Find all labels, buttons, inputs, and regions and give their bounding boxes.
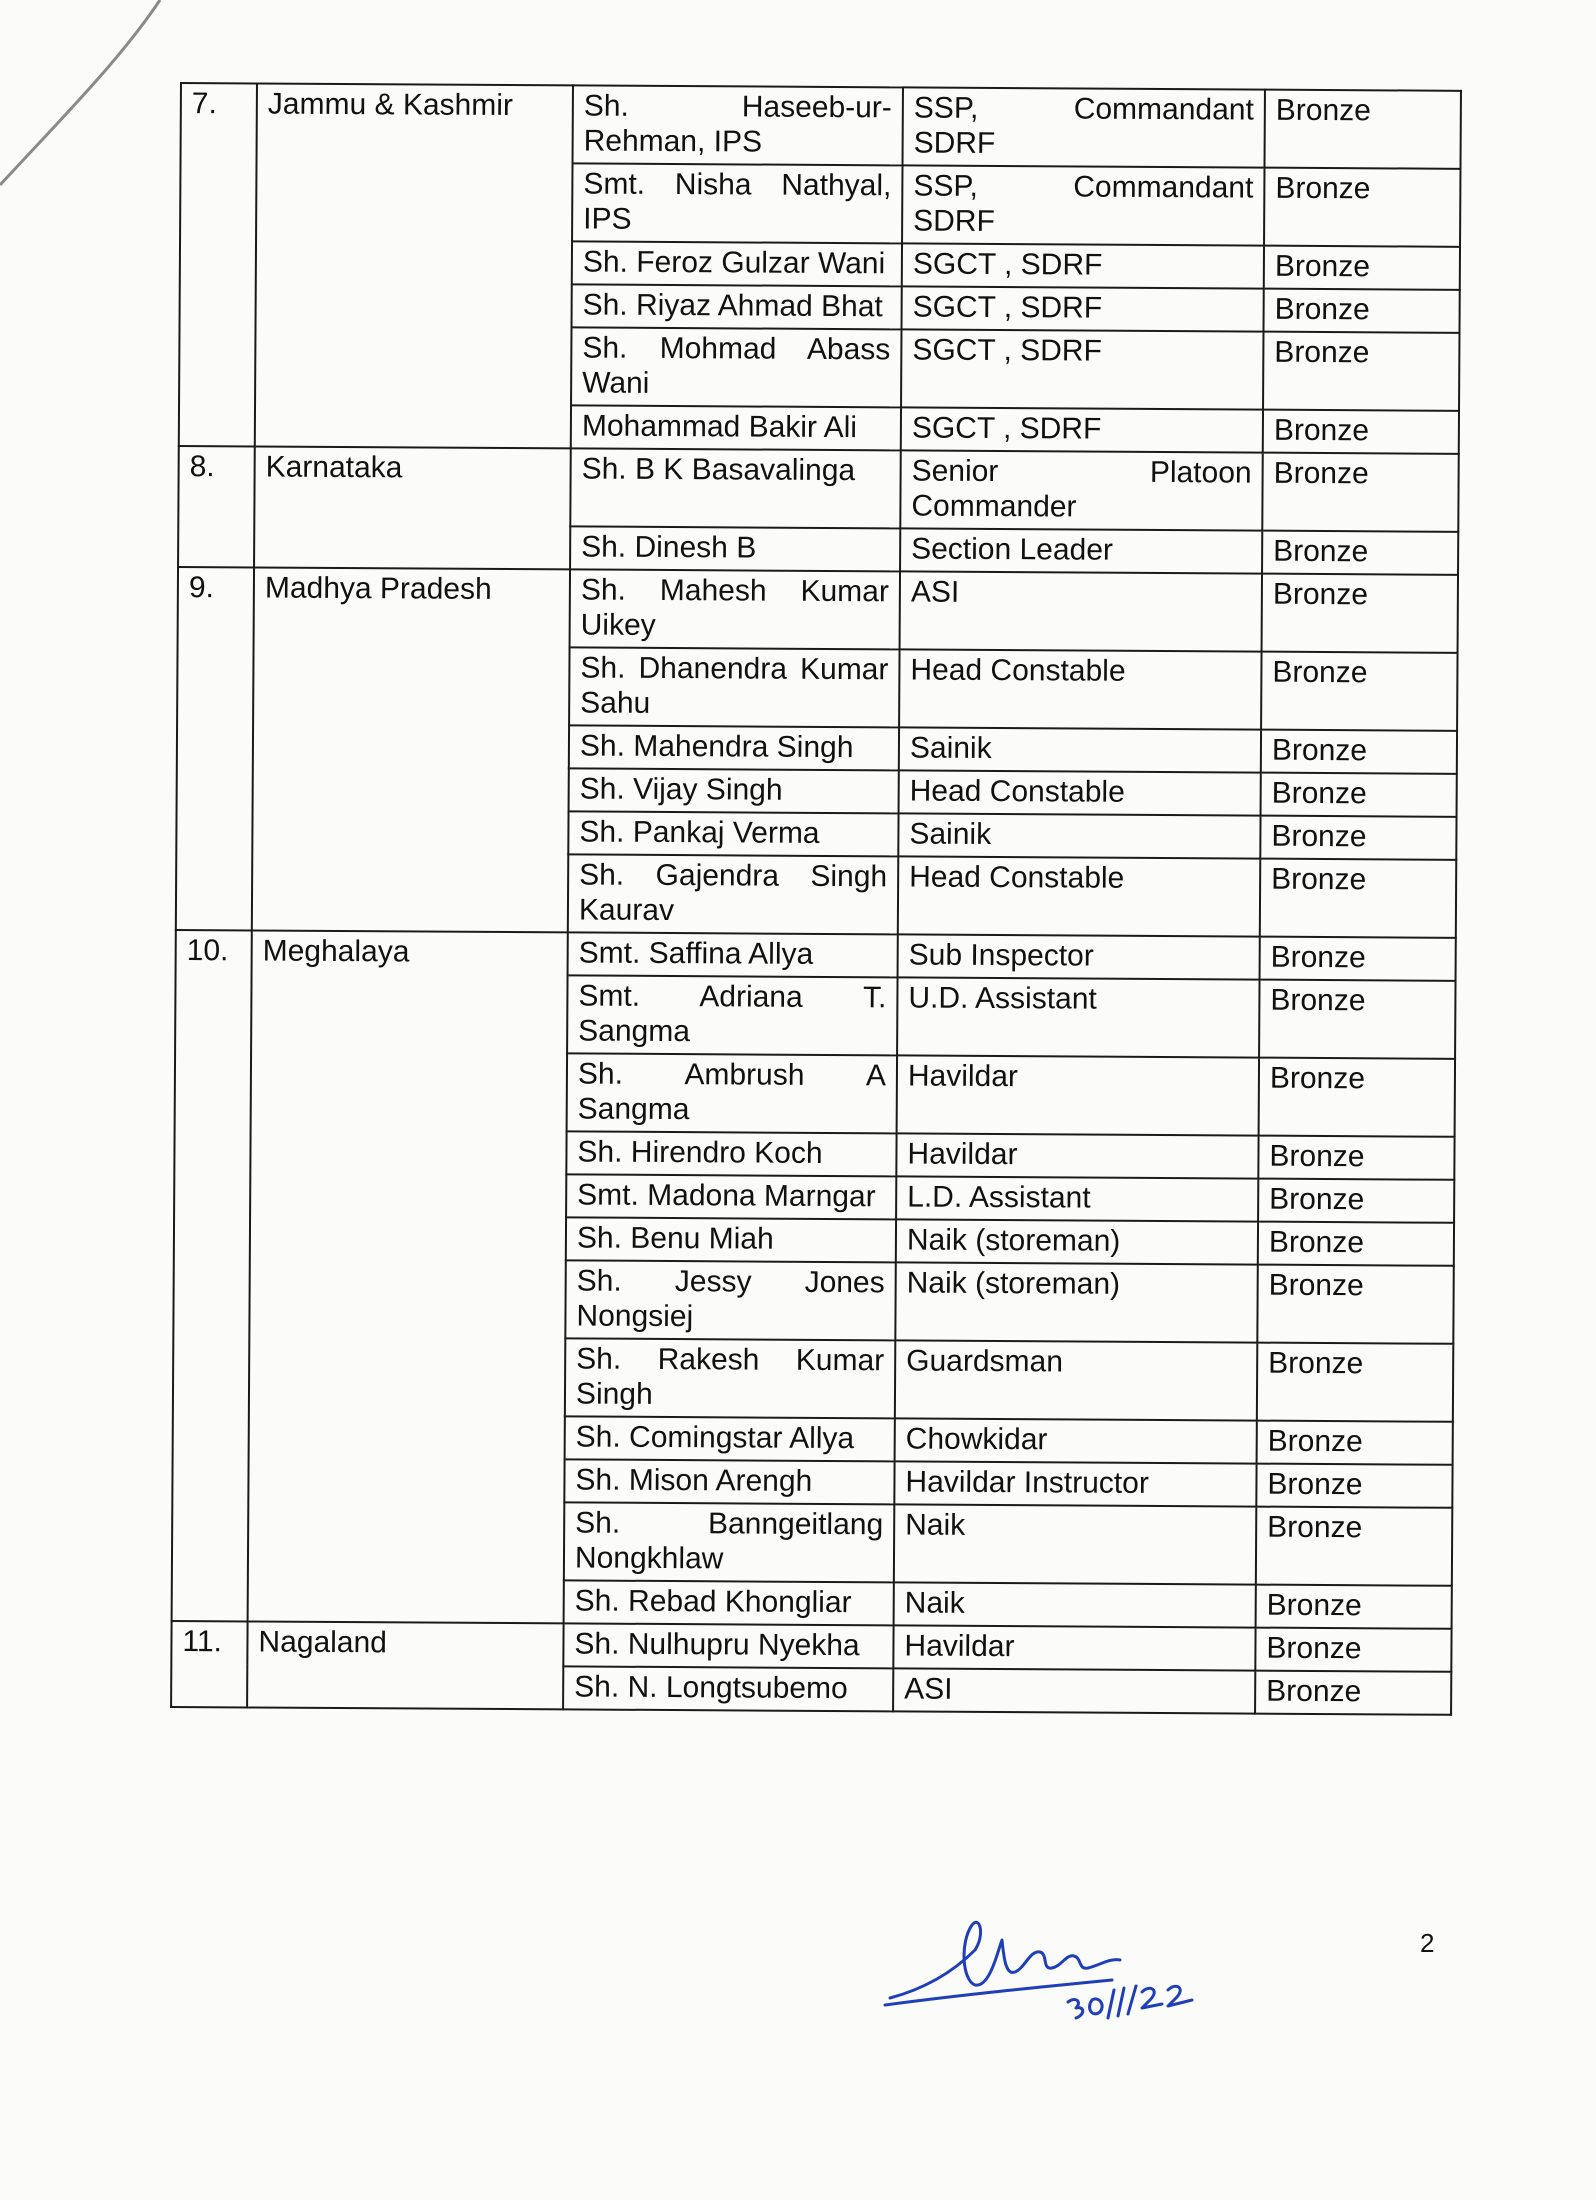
designation-cell: Havildar Instructor xyxy=(894,1461,1256,1506)
designation-cell: SGCT , SDRF xyxy=(901,407,1263,452)
state-cell: Jammu & Kashmir xyxy=(255,83,573,448)
designation-cell: Naik (storeman) xyxy=(896,1219,1258,1264)
name-cell: Sh. Benu Miah xyxy=(566,1217,896,1262)
name-cell: Sh. Gajendra Singh Kaurav xyxy=(568,854,898,934)
designation-cell: SGCT , SDRF xyxy=(902,243,1264,288)
designation-cell: Havildar xyxy=(893,1625,1255,1670)
table-row xyxy=(178,567,1458,653)
serial-number-cell: 9. xyxy=(176,567,254,930)
medal-cell: Bronze xyxy=(1264,168,1460,247)
page-number: 2 xyxy=(1420,1928,1435,1958)
designation-cell: Naik xyxy=(894,1582,1256,1627)
designation-cell: Sainik xyxy=(898,813,1260,858)
name-cell: Sh. Comingstar Allya xyxy=(565,1416,895,1461)
name-cell: Sh. Haseeb-ur-Rehman, IPS xyxy=(573,85,903,165)
medal-cell: Bronze xyxy=(1260,816,1456,860)
medal-cell: Bronze xyxy=(1256,1507,1452,1586)
medal-cell: Bronze xyxy=(1263,410,1459,454)
state-cell: Nagaland xyxy=(247,1621,564,1709)
medal-cell: Bronze xyxy=(1256,1585,1452,1629)
designation-cell: Sub Inspector xyxy=(898,934,1260,979)
designation-cell: Head Constable xyxy=(899,770,1261,815)
table-row xyxy=(181,83,1461,169)
name-cell: Sh. Mison Arengh xyxy=(564,1459,894,1504)
name-cell: Sh. Dinesh B xyxy=(570,526,900,571)
medal-cell: Bronze xyxy=(1262,531,1458,575)
award-table-body xyxy=(171,83,1461,1715)
medal-cell: Bronze xyxy=(1259,980,1455,1059)
name-cell: Smt. Nisha Nathyal, IPS xyxy=(572,163,902,243)
table-row xyxy=(171,1621,1451,1672)
name-cell: Sh. Rebad Khongliar xyxy=(564,1580,894,1625)
state-cell: Karnataka xyxy=(254,446,571,569)
designation-cell: U.D. Assistant xyxy=(897,977,1259,1057)
name-cell: Sh. Nulhupru Nyekha xyxy=(563,1623,893,1668)
medal-cell: Bronze xyxy=(1256,1464,1452,1508)
medal-cell: Bronze xyxy=(1263,289,1459,333)
name-cell: Sh. Hirendro Koch xyxy=(566,1131,896,1176)
table-row xyxy=(176,930,1456,981)
name-cell: Sh. Mahesh Kumar Uikey xyxy=(570,569,900,649)
name-cell: Sh. Vijay Singh xyxy=(569,768,899,813)
designation-cell: ASI xyxy=(893,1668,1255,1713)
state-cell: Meghalaya xyxy=(248,930,568,1623)
designation-cell: Naik (storeman) xyxy=(895,1262,1257,1342)
designation-cell: L.D. Assistant xyxy=(896,1176,1258,1221)
medal-cell: Bronze xyxy=(1261,730,1457,774)
designation-cell: Naik xyxy=(894,1504,1256,1584)
serial-number-cell: 7. xyxy=(179,83,257,446)
designation-cell: Section Leader xyxy=(900,528,1262,573)
medal-cell: Bronze xyxy=(1257,1265,1453,1344)
medal-cell: Bronze xyxy=(1264,246,1460,290)
medal-cell: Bronze xyxy=(1263,332,1459,411)
name-cell: Sh. Ambrush A Sangma xyxy=(567,1053,897,1133)
name-cell: Sh. B K Basavalinga xyxy=(570,448,900,528)
name-cell: Smt. Adriana T. Sangma xyxy=(567,975,897,1055)
medal-cell: Bronze xyxy=(1255,1628,1451,1672)
name-cell: Sh. Jessy Jones Nongsiej xyxy=(565,1260,895,1340)
name-cell: Sh. Dhanendra Kumar Sahu xyxy=(569,647,899,727)
name-cell: Sh. Banngeitlang Nongkhlaw xyxy=(564,1502,894,1582)
name-cell: Smt. Madona Marngar xyxy=(566,1174,896,1219)
medal-cell: Bronze xyxy=(1260,937,1456,981)
designation-cell: SGCT , SDRF xyxy=(902,286,1264,331)
designation-cell: SGCT , SDRF xyxy=(901,329,1263,409)
medal-cell: Bronze xyxy=(1259,1058,1455,1137)
medal-cell: Bronze xyxy=(1261,773,1457,817)
serial-number-cell: 10. xyxy=(172,930,252,1621)
medal-cell: Bronze xyxy=(1258,1136,1454,1180)
designation-cell: Head Constable xyxy=(899,649,1261,729)
name-cell: Sh. Feroz Gulzar Wani xyxy=(572,241,902,286)
medal-cell: Bronze xyxy=(1262,453,1458,532)
designation-cell: Chowkidar xyxy=(895,1418,1257,1463)
award-table xyxy=(170,82,1462,1716)
medal-cell: Bronze xyxy=(1258,1179,1454,1223)
serial-number-cell: 8. xyxy=(178,446,255,567)
designation-cell: Havildar xyxy=(896,1133,1258,1178)
state-cell: Madhya Pradesh xyxy=(252,567,570,932)
medal-cell: Bronze xyxy=(1260,859,1456,938)
name-cell: Smt. Saffina Allya xyxy=(568,932,898,977)
designation-cell: Havildar xyxy=(897,1055,1259,1135)
designation-cell: Sainik xyxy=(899,727,1261,772)
medal-cell: Bronze xyxy=(1258,1222,1454,1266)
signature xyxy=(880,1880,1220,2030)
medal-cell: Bronze xyxy=(1255,1671,1451,1715)
medal-cell: Bronze xyxy=(1264,90,1460,169)
designation-cell: Senior Platoon Commander xyxy=(900,450,1262,530)
name-cell: Sh. Riyaz Ahmad Bhat xyxy=(572,284,902,329)
medal-cell: Bronze xyxy=(1261,652,1457,731)
designation-cell: ASI xyxy=(900,571,1262,651)
medal-cell: Bronze xyxy=(1262,574,1458,653)
name-cell: Sh. Mohmad Abass Wani xyxy=(571,327,901,407)
name-cell: Sh. N. Longtsubemo xyxy=(563,1666,893,1711)
serial-number-cell: 11. xyxy=(171,1621,248,1707)
name-cell: Mohammad Bakir Ali xyxy=(571,405,901,450)
name-cell: Sh. Pankaj Verma xyxy=(568,811,898,856)
designation-cell: Guardsman xyxy=(895,1340,1257,1420)
designation-cell: SSP, Commandant SDRF xyxy=(902,165,1264,245)
scan-edge-line xyxy=(0,0,170,200)
name-cell: Sh. Mahendra Singh xyxy=(569,725,899,770)
designation-cell: Head Constable xyxy=(898,856,1260,936)
medal-cell: Bronze xyxy=(1257,1421,1453,1465)
table-row xyxy=(178,446,1458,532)
medal-cell: Bronze xyxy=(1257,1343,1453,1422)
designation-cell: SSP, Commandant SDRF xyxy=(903,87,1265,167)
name-cell: Sh. Rakesh Kumar Singh xyxy=(565,1338,895,1418)
